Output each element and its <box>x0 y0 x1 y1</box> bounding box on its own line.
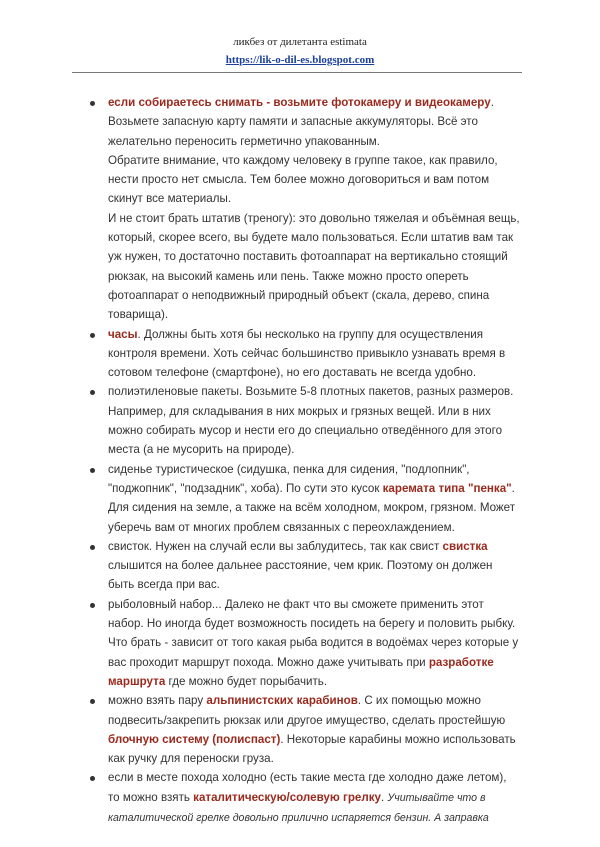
italic-note: Учитывайте что в каталитической грелке довольно прилично испаряется бензин. А заправка <box>108 791 489 824</box>
checklist <box>88 93 520 828</box>
list-item <box>88 460 520 537</box>
bullet-icon <box>90 390 95 395</box>
item-paragraph <box>108 691 520 768</box>
text-segment: . Для сидения на земле, а также на всём холодном, мокром, грязном. Может уберечь вам от многих проблем связанных с переохлаждением. <box>108 481 516 534</box>
bullet-icon <box>90 776 95 781</box>
item-paragraph <box>108 768 520 828</box>
text-segment: полиэтиленовые пакеты. Возьмите 5-8 плотных пакетов, разных размеров. Например, для складывания в них мокрых и грязных вещей. Или в них можно собирать мусор и нести его до специально отведённого для этого места (а не мусорить на природе). <box>108 385 514 457</box>
item-paragraph <box>108 382 520 459</box>
bullet-icon <box>90 333 95 338</box>
item-paragraph <box>108 209 520 325</box>
text-segment: Возьмете запасную карту памяти и запасные аккумуляторы. Всё это желательно переносить герметично упакованным. <box>108 115 478 148</box>
highlighted-term: разработке маршрута <box>108 655 494 688</box>
text-segment: . Некоторые карабины можно использовать как ручку для переноски груза. <box>108 732 516 766</box>
list-item <box>88 93 520 325</box>
page-header <box>0 34 600 68</box>
highlighted-term: альпинистских карабинов <box>206 694 358 708</box>
text-segment: И не стоит брать штатив (треногу): это довольно тяжелая и объёмная вещь, который, скорее всего, вы будете мало пользоваться. Если штатив вам так уж нужен, то достаточно поставить фотоаппарат на вертикально стоящий рюкзак, на высокий камень или пень. Также можно просто опереть фотоаппарат о неподвижный природный объект (скала, дерево, спина товарища). <box>108 211 520 322</box>
item-paragraph <box>108 325 520 383</box>
list-item <box>88 325 520 383</box>
list-item <box>88 691 520 768</box>
list-item <box>88 382 520 459</box>
highlighted-term: каремата типа "пенка" <box>382 481 512 495</box>
text-segment: сиденье туристическое (сидушка, пенка для сидения, "подлопник", "поджопник", "подзадник", хоба). По сути это кусок <box>108 462 470 495</box>
text-segment: . Должны быть хотя бы несколько на группу для осуществления контроля времени. Хоть сейчас большинство привыкло узнавать время в сотовом телефоне (смартфоне), но его доставать не всегда удобно. <box>108 327 506 380</box>
item-paragraph <box>108 93 520 112</box>
list-item <box>88 595 520 691</box>
bullet-icon <box>90 101 95 106</box>
text-segment: . <box>490 96 494 109</box>
bullet-icon <box>90 699 95 704</box>
text-segment: свисток. Нужен на случай если вы заблудитесь, так как свист <box>108 539 443 553</box>
item-paragraph <box>108 633 520 691</box>
text-segment: можно взять пару <box>108 694 207 708</box>
text-segment: слышится на более дальнее расстояние, чем крик. Поэтому он должен быть всегда при вас. <box>108 559 493 592</box>
header-divider <box>72 72 522 73</box>
text-segment: Что брать - зависит от того какая рыба водится в водоёмах через которые у вас проходит маршрут похода. Можно даже учитывать при <box>108 636 519 669</box>
text-segment: если в месте похода холодно (есть такие места где холодно даже летом), то можно взять <box>108 771 507 804</box>
text-segment: где можно будет порыбачить. <box>165 674 328 688</box>
highlighted-term: каталитическую/солевую грелку <box>193 790 381 804</box>
bullet-icon <box>90 603 95 608</box>
highlighted-term: свистка <box>442 539 488 553</box>
highlighted-term: часы <box>108 327 138 341</box>
bullet-icon <box>90 545 95 550</box>
bullet-icon <box>90 468 95 473</box>
list-item <box>88 537 520 595</box>
text-segment: рыболовный набор... Далеко не факт что вы сможете применить этот набор. Но иногда будет возможность посидеть на берегу и половить рыбку. <box>108 597 516 631</box>
text-segment: . <box>380 790 388 804</box>
item-paragraph <box>108 112 520 151</box>
text-segment: Обратите внимание, что каждому человеку в группе такое, как правило, нести просто нет смысла. Тем более можно договориться и вам потом скинут все материалы. <box>108 153 498 206</box>
item-paragraph <box>108 537 520 595</box>
item-paragraph <box>108 595 520 634</box>
item-paragraph <box>108 460 520 537</box>
header-title: ликбез от дилетанта estimata <box>233 36 367 48</box>
text-segment: . С их помощью можно подвесить/закрепить рюкзак или другое имущество, сделать простейшую <box>108 694 506 727</box>
highlighted-term: блочную систему (полиспаст) <box>108 732 281 746</box>
list-item <box>88 768 520 828</box>
highlighted-term: если собираетесь снимать - возьмите фотокамеру и видеокамеру <box>108 96 491 109</box>
item-paragraph <box>108 151 520 209</box>
blog-link[interactable]: https://lik-o-dil-es.blogspot.com <box>225 54 375 66</box>
